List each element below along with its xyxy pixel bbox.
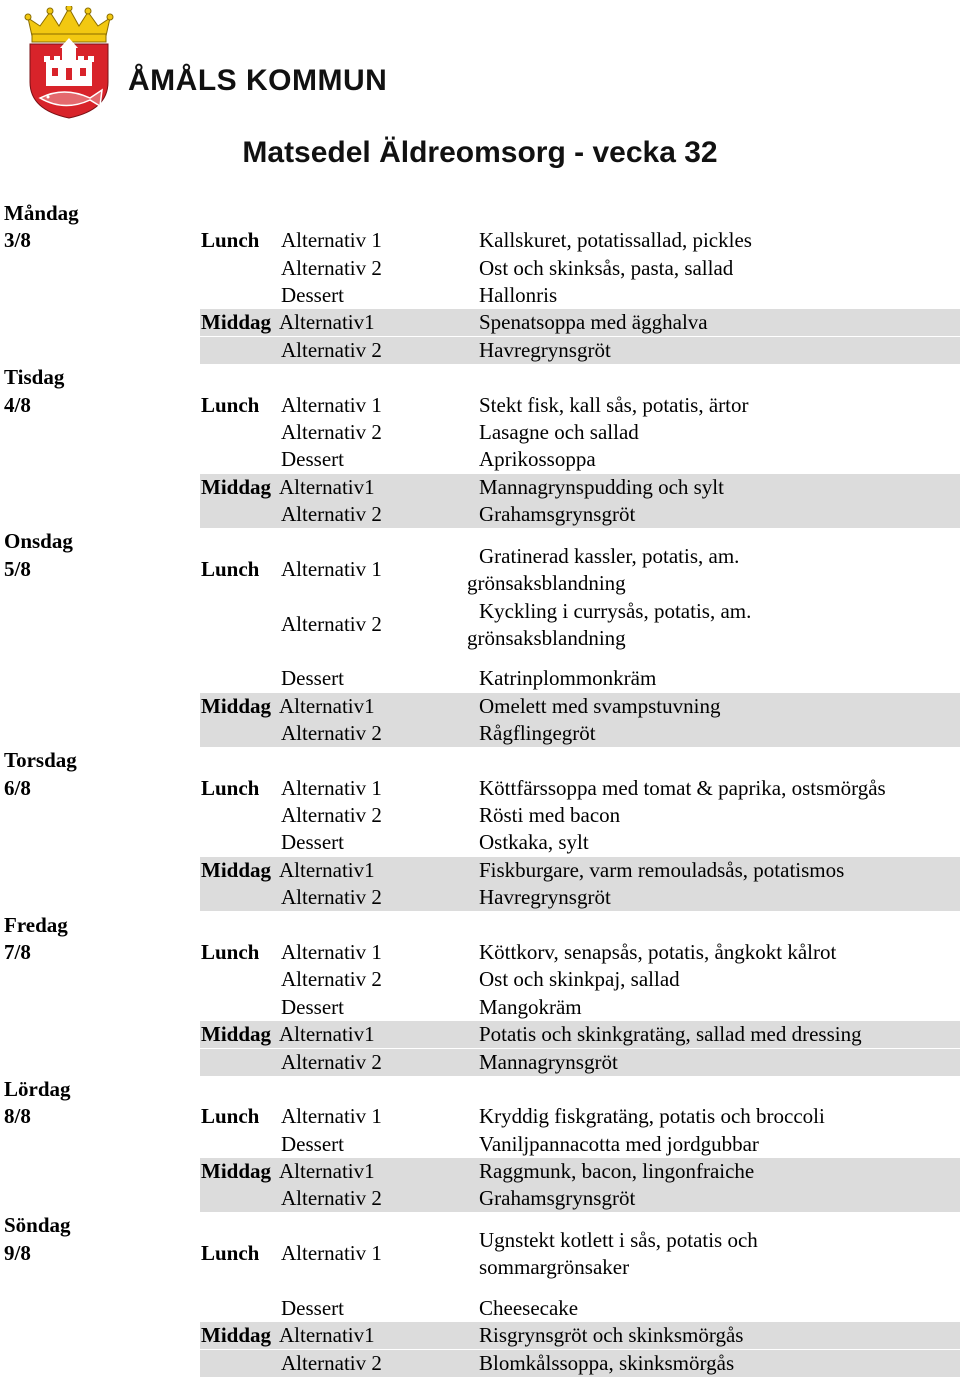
day-name: Tisdag <box>4 365 65 389</box>
dish-text: Mannagrynspudding och sylt <box>479 475 724 499</box>
day-date: 7/8 <box>4 940 31 964</box>
alternative-label: Alternativ 1 <box>281 1241 382 1265</box>
day-name: Onsdag <box>4 529 73 553</box>
dish-text: Rågflingegröt <box>479 721 596 745</box>
alternative-label: Alternativ 1 <box>281 1104 382 1128</box>
day-date: 8/8 <box>4 1104 31 1128</box>
dish-text: Grahamsgrynsgröt <box>479 1186 636 1210</box>
dish-text: Omelett med svampstuvning <box>479 694 721 718</box>
meal-lunch-label: Lunch <box>201 1241 260 1265</box>
dish-text: Hallonris <box>479 283 558 307</box>
dish-text: Grahamsgrynsgröt <box>479 502 636 526</box>
day-date: 6/8 <box>4 776 31 800</box>
dish-text: Potatis och skinkgratäng, sallad med dressing <box>479 1022 862 1046</box>
alternative-label: Alternativ1 <box>279 1323 375 1347</box>
dish-text: Vaniljpannacotta med jordgubbar <box>479 1132 759 1156</box>
dish-text: Mangokräm <box>479 995 582 1019</box>
alternative-label: Alternativ 1 <box>281 228 382 252</box>
dish-text-continued: grönsaksblandning <box>467 571 626 595</box>
day-name: Fredag <box>4 913 68 937</box>
dish-text: Fiskburgare, varm remouladsås, potatismos <box>479 858 845 882</box>
day-date: 3/8 <box>4 228 31 252</box>
organization-name: ÅMÅLS KOMMUN <box>128 64 388 97</box>
alternative-label: Alternativ1 <box>279 475 375 499</box>
dish-text: Katrinplommonkräm <box>479 666 657 690</box>
alternative-label: Alternativ 2 <box>281 885 382 909</box>
alternative-label: Dessert <box>281 666 344 690</box>
alternative-label: Alternativ1 <box>279 310 375 334</box>
alternative-label: Dessert <box>281 995 344 1019</box>
dish-text: Raggmunk, bacon, lingonfraiche <box>479 1159 755 1183</box>
meal-middag-label: Middag <box>201 1022 272 1046</box>
meal-middag-label: Middag <box>201 694 272 718</box>
dish-text: Köttkorv, senapsås, potatis, ångkokt kålrot <box>479 940 837 964</box>
dish-text: Ost och skinkpaj, sallad <box>479 967 680 991</box>
alternative-label: Alternativ 2 <box>281 1351 382 1375</box>
day-name: Söndag <box>4 1213 71 1237</box>
day-date: 9/8 <box>4 1241 31 1265</box>
dish-text: Mannagrynsgröt <box>479 1050 618 1074</box>
meal-middag-label: Middag <box>201 310 272 334</box>
dish-text: Ost och skinksås, pasta, sallad <box>479 256 734 280</box>
alternative-label: Alternativ 1 <box>281 940 382 964</box>
alternative-label: Dessert <box>281 830 344 854</box>
alternative-label: Alternativ 2 <box>281 1186 382 1210</box>
dish-text: Kallskuret, potatissallad, pickles <box>479 228 752 252</box>
dish-text: Lasagne och sallad <box>479 420 639 444</box>
dish-text: Ostkaka, sylt <box>479 830 589 854</box>
alternative-label: Alternativ 2 <box>281 256 382 280</box>
alternative-label: Alternativ 1 <box>281 557 382 581</box>
alternative-label: Alternativ1 <box>279 1022 375 1046</box>
dish-text: Kyckling i currysås, potatis, am. <box>479 599 752 623</box>
alternative-label: Alternativ 2 <box>281 612 382 636</box>
dish-text-continued: sommargrönsaker <box>479 1255 630 1279</box>
alternative-label: Alternativ1 <box>279 858 375 882</box>
alternative-label: Alternativ 2 <box>281 967 382 991</box>
dish-text: Risgrynsgröt och skinksmörgås <box>479 1323 744 1347</box>
dish-text: Rösti med bacon <box>479 803 621 827</box>
meal-middag-label: Middag <box>201 858 272 882</box>
alternative-label: Alternativ 2 <box>281 502 382 526</box>
dish-text: Kryddig fiskgratäng, potatis och broccoli <box>479 1104 825 1128</box>
day-date: 5/8 <box>4 557 31 581</box>
alternative-label: Dessert <box>281 1132 344 1156</box>
alternative-label: Alternativ 2 <box>281 803 382 827</box>
meal-middag-label: Middag <box>201 475 272 499</box>
dish-text: Spenatsoppa med ägghalva <box>479 310 708 334</box>
meal-lunch-label: Lunch <box>201 228 260 252</box>
alternative-label: Dessert <box>281 447 344 471</box>
day-date: 4/8 <box>4 393 31 417</box>
meal-lunch-label: Lunch <box>201 393 260 417</box>
meal-lunch-label: Lunch <box>201 557 260 581</box>
meal-lunch-label: Lunch <box>201 940 260 964</box>
meal-middag-label: Middag <box>201 1323 272 1347</box>
dish-text: Stekt fisk, kall sås, potatis, ärtor <box>479 393 749 417</box>
dish-text: Blomkålssoppa, skinksmörgås <box>479 1351 735 1375</box>
dish-text: Ugnstekt kotlett i sås, potatis och <box>479 1228 758 1252</box>
alternative-label: Dessert <box>281 1296 344 1320</box>
alternative-label: Alternativ 2 <box>281 338 382 362</box>
alternative-label: Dessert <box>281 283 344 307</box>
day-name: Lördag <box>4 1077 71 1101</box>
alternative-label: Alternativ 1 <box>281 393 382 417</box>
dish-text: Havregrynsgröt <box>479 338 611 362</box>
day-name: Torsdag <box>4 748 77 772</box>
day-name: Måndag <box>4 201 79 225</box>
meal-lunch-label: Lunch <box>201 776 260 800</box>
amal-coat-of-arms-logo <box>24 6 114 120</box>
alternative-label: Alternativ 2 <box>281 721 382 745</box>
alternative-label: Alternativ1 <box>279 694 375 718</box>
alternative-label: Alternativ 2 <box>281 420 382 444</box>
alternative-label: Alternativ 2 <box>281 1050 382 1074</box>
dish-text: Cheesecake <box>479 1296 579 1320</box>
alternative-label: Alternativ1 <box>279 1159 375 1183</box>
dish-text: Gratinerad kassler, potatis, am. <box>479 544 740 568</box>
meal-lunch-label: Lunch <box>201 1104 260 1128</box>
page-title: Matsedel Äldreomsorg - vecka 32 <box>242 136 718 169</box>
dish-text: Aprikossoppa <box>479 447 596 471</box>
dish-text-continued: grönsaksblandning <box>467 626 626 650</box>
meal-middag-label: Middag <box>201 1159 272 1183</box>
dish-text: Havregrynsgröt <box>479 885 611 909</box>
dish-text: Köttfärssoppa med tomat & paprika, ostsmörgås <box>479 776 886 800</box>
alternative-label: Alternativ 1 <box>281 776 382 800</box>
